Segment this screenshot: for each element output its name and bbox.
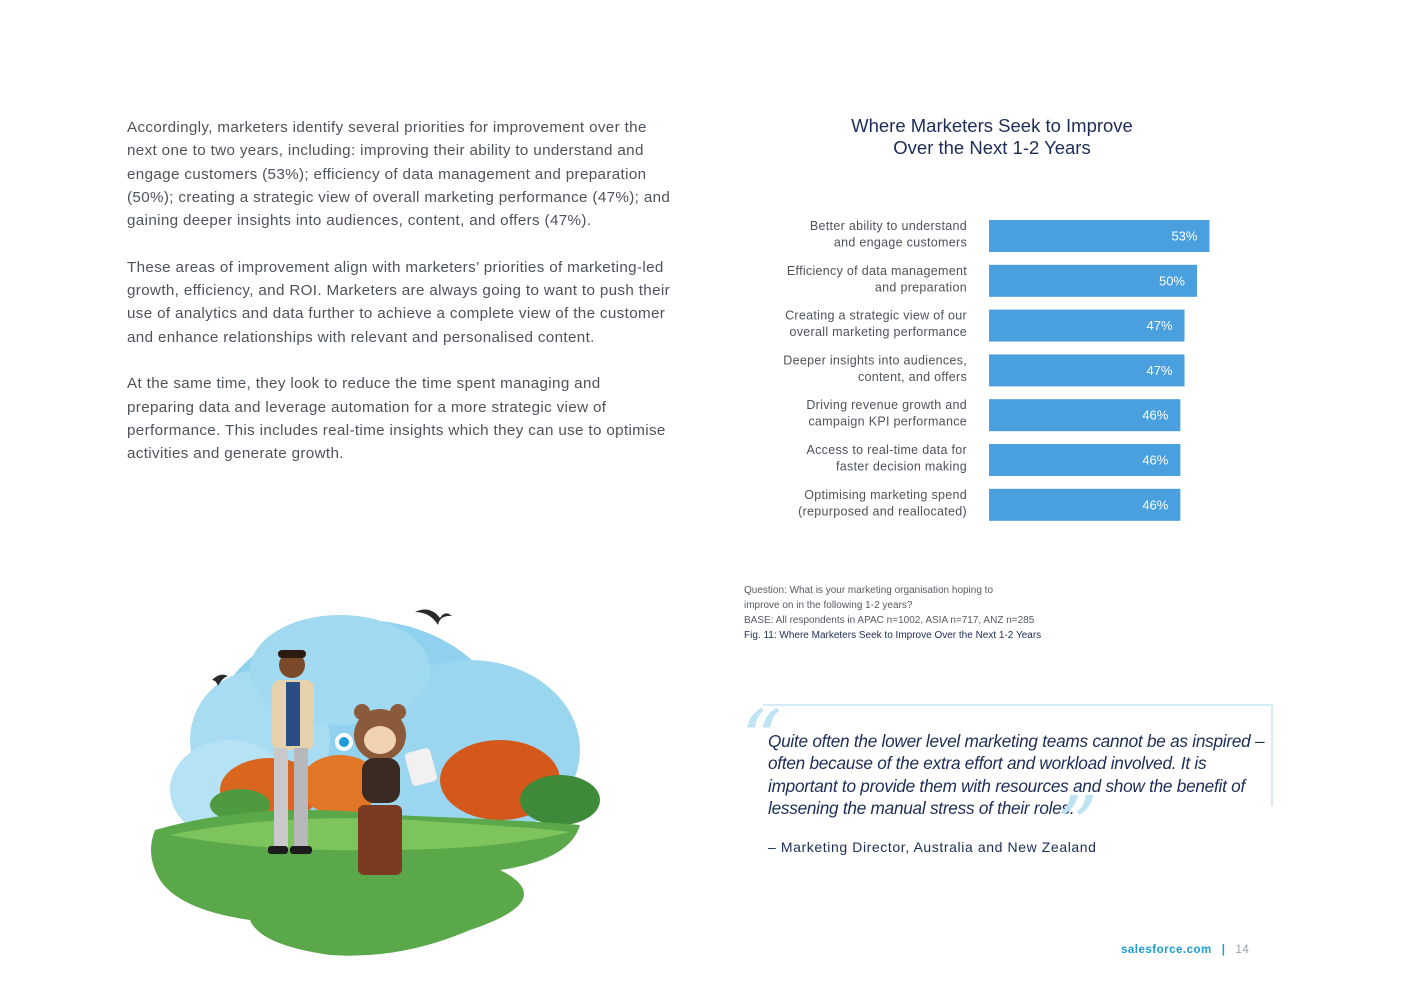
- bar-chart: [760, 214, 1240, 526]
- close-quote-icon: ”: [1057, 779, 1098, 872]
- footer-site-link[interactable]: salesforce.com: [1121, 944, 1212, 956]
- chart-title-line-1: Where Marketers Seek to Improve: [851, 115, 1133, 136]
- footnote-base: BASE: All respondents in APAC n=1002, ASIA n=717, ANZ n=285: [744, 615, 1035, 626]
- category-label-3-line-2: overall marketing performance: [789, 325, 967, 340]
- category-label-7-line-1: Optimising marketing spend: [804, 487, 967, 502]
- bar-value-label-6: 46%: [1142, 452, 1169, 468]
- bar-value-label-3: 47%: [1146, 318, 1173, 334]
- footnote-question-1: Question: What is your marketing organisation hoping to: [744, 585, 994, 596]
- category-label-4-line-1: Deeper insights into audiences,: [783, 353, 967, 368]
- open-quote-icon: “: [741, 693, 782, 786]
- footnote-figure-caption: Fig. 11: Where Marketers Seek to Improve Over the Next 1-2 Years: [744, 630, 1042, 641]
- category-label-2-line-1: Efficiency of data management: [786, 263, 967, 278]
- quote-text: Quite often the lower level marketing teams cannot be as inspired – often because of the extra effort and workload involved. It is important to provide them with resources and show the benefit of lessening the manual stress of their roles.: [768, 731, 1265, 818]
- category-label-3-line-1: Creating a strategic view of our: [785, 308, 967, 323]
- category-label-2-line-2: and preparation: [874, 280, 967, 295]
- category-label-5-line-1: Driving revenue growth and: [806, 398, 967, 413]
- bar-value-label-2: 50%: [1158, 273, 1185, 289]
- quote-author: – Marketing Director, Australia and New Zealand: [768, 839, 1097, 855]
- bar-value-label-7: 46%: [1142, 497, 1169, 513]
- bar-value-label-5: 46%: [1142, 407, 1169, 423]
- bar-value-label-4: 47%: [1146, 362, 1173, 378]
- category-label-5-line-2: campaign KPI performance: [808, 414, 967, 429]
- category-label-1-line-2: and engage customers: [833, 235, 967, 250]
- category-label-7-line-2: (repurposed and reallocated): [798, 504, 967, 519]
- chart-footnote: [744, 583, 1164, 643]
- chart-title-line-2: Over the Next 1-2 Years: [893, 137, 1091, 158]
- paragraph-3: At the same time, they look to reduce the time spent managing and preparing data and leverage automation for a more strategic view of performance. This includes real-time insights which they can use to optimise activities and generate growth.: [127, 375, 666, 463]
- footer-separator: |: [1221, 944, 1226, 956]
- category-label-4-line-2: content, and offers: [857, 369, 967, 384]
- illustration: [140, 600, 610, 970]
- paragraph-2: These areas of improvement align with marketers’ priorities of marketing-led growth, efficiency, and ROI. Marketers are always going to want to push their use of analytics and data further to achieve a complete view of the customer and enhance relationships with relevant and personalised content.: [127, 258, 671, 346]
- paragraph-1: Accordingly, marketers identify several priorities for improvement over the next one to two years, including: improving their ability to understand and engage customers (53%); efficiency of data management and preparation (50%); creating a strategic view of overall marketing performance (47%); and gaining deeper insights into audiences, content, and offers (47%).: [127, 119, 671, 230]
- page-number: 14: [1235, 944, 1250, 956]
- category-label-6-line-2: faster decision making: [836, 459, 967, 474]
- body-text: [127, 116, 672, 489]
- category-label-6-line-1: Access to real-time data for: [806, 443, 967, 457]
- category-label-1-line-1: Better ability to understand: [809, 219, 967, 233]
- bar-value-label-1: 53%: [1171, 228, 1198, 244]
- footnote-question-2: improve on in the following 1-2 years?: [744, 600, 913, 611]
- chart-title: [800, 115, 1184, 159]
- page-footer: [1121, 944, 1249, 956]
